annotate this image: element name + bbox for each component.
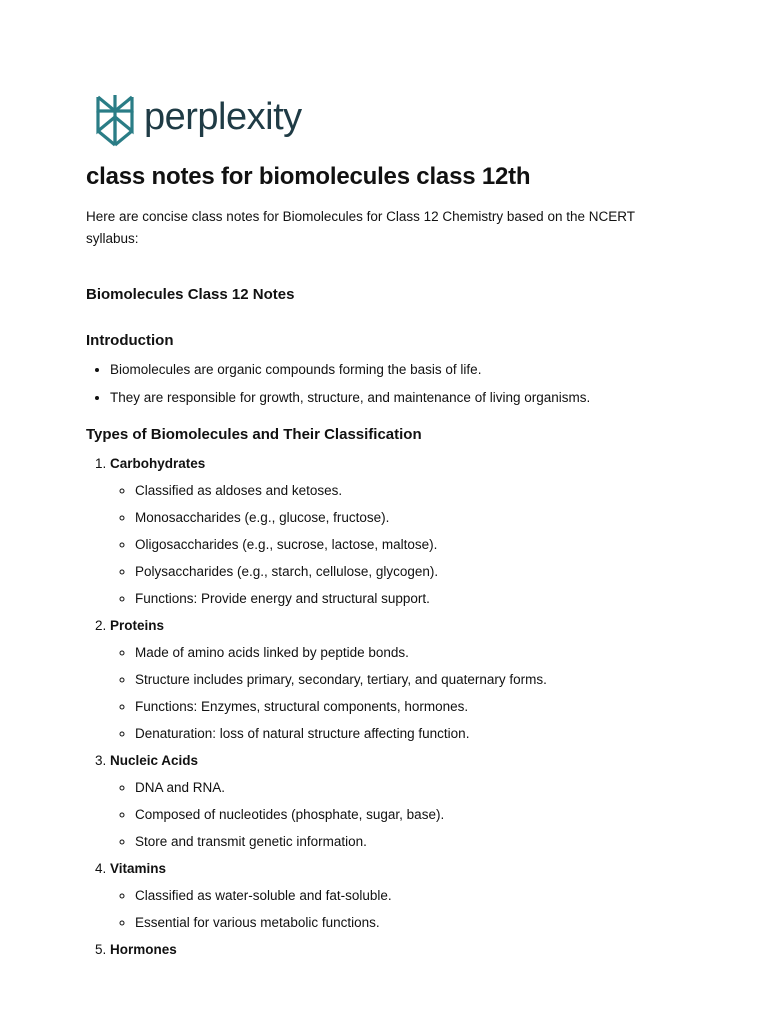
types-heading: Types of Biomolecules and Their Classification [86,426,422,443]
type-item-carbohydrates [110,454,686,609]
type-points [110,481,686,609]
document-content [86,160,686,967]
list-item: • They are responsible for growth, structure, and maintenance of living organisms. [110,388,686,408]
list-item: ◦ Classified as aldoses and ketoses. [135,481,686,501]
type-item-nucleic-acids [110,751,686,852]
list-item: ◦ Denaturation: loss of natural structure affecting function. [135,724,686,744]
type-points [110,778,686,852]
list-item: ◦ Oligosaccharides (e.g., sucrose, lactose, maltose). [135,535,686,555]
type-item-hormones [110,940,686,960]
list-item: ◦ Monosaccharides (e.g., glucose, fructose). [135,508,686,528]
type-title: Vitamins [110,861,167,876]
list-item: ◦ Store and transmit genetic information. [135,832,686,852]
introduction-list [86,360,686,408]
page-title: class notes for biomolecules class 12th [86,163,531,190]
type-title: Proteins [110,618,165,633]
type-points [110,886,686,933]
list-item: • Biomolecules are organic compounds forming the basis of life. [110,360,686,380]
type-title: Nucleic Acids [110,753,199,768]
perplexity-logo-icon [94,93,136,147]
introduction-heading: Introduction [86,332,174,349]
type-title: Carbohydrates [110,456,206,471]
section-title: Biomolecules Class 12 Notes [86,286,295,303]
list-item: ◦ Structure includes primary, secondary, tertiary, and quaternary forms. [135,670,686,690]
intro-paragraph: Here are concise class notes for Biomolecules for Class 12 Chemistry based on the NCERT syllabus: [86,209,635,246]
types-list [86,454,686,960]
list-item: ◦ Composed of nucleotides (phosphate, sugar, base). [135,805,686,825]
list-item: ◦ Classified as water-soluble and fat-soluble. [135,886,686,906]
type-title: Hormones [110,942,177,957]
list-item: ◦ Functions: Enzymes, structural components, hormones. [135,697,686,717]
list-item: ◦ Polysaccharides (e.g., starch, cellulose, glycogen). [135,562,686,582]
perplexity-logo [94,93,302,147]
list-item: ◦ DNA and RNA. [135,778,686,798]
list-item: ◦ Essential for various metabolic functions. [135,913,686,933]
type-item-vitamins [110,859,686,933]
logo-text: perplexity [144,96,302,138]
list-item: ◦ Functions: Provide energy and structural support. [135,589,686,609]
list-item: ◦ Made of amino acids linked by peptide bonds. [135,643,686,663]
type-points [110,643,686,744]
type-item-proteins [110,616,686,744]
